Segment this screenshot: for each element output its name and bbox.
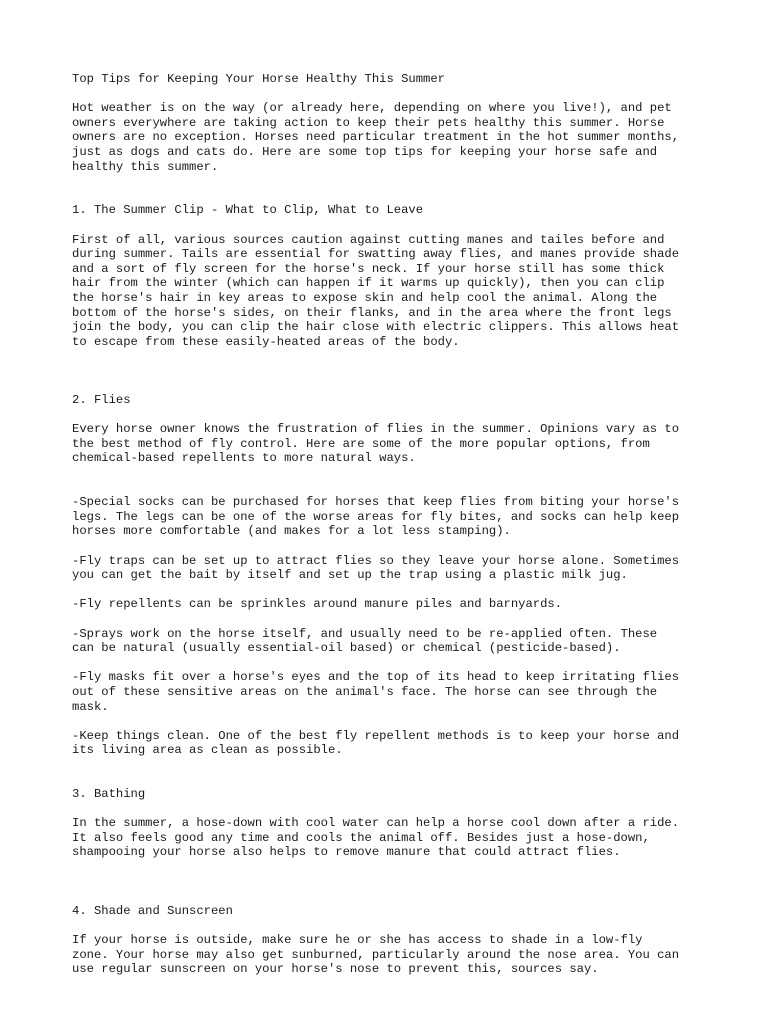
section-3-heading: 3. Bathing <box>72 787 146 802</box>
section-1-body: First of all, various sources caution against cutting manes and tailes before and during summer. Tails are essential for swatting away flies, and manes provide shade and a sort of fly screen for the horse's neck. If your horse still has some thick hair from the winter (which can happen if it warms up quickly), then you can clip the horse's hair in key areas to expose skin and help cool the animal. Along the bottom of the horse's sides, on their flanks, and in the area where the front legs join the body, you can clip the hair close with electric clippers. This allows heat to escape from these easily-heated areas of the body. <box>72 232 680 349</box>
section-4-heading: 4. Shade and Sunscreen <box>72 903 233 918</box>
section-3-body: In the summer, a hose-down with cool water can help a horse cool down after a ride. It also feels good any time and cools the animal off. Besides just a hose-down, shampooing your horse also helps to remove manure that could attract flies. <box>72 816 680 860</box>
document-page <box>72 72 712 1006</box>
section-1 <box>72 189 712 364</box>
section-3 <box>72 773 712 875</box>
section-4 <box>72 889 712 991</box>
section-2-body: Every horse owner knows the frustration of flies in the summer. Opinions vary as to the best method of fly control. Here are some of the more popular options, from chemical-based repellents to more natural ways. <box>72 422 680 466</box>
fly-tip-masks: -Fly masks fit over a horse's eyes and the top of its head to keep irritating flies out of these sensitive areas on the animal's face. The horse can see through the mask. <box>72 670 680 714</box>
intro-paragraph: Hot weather is on the way (or already here, depending on where you live!), and pet owners everywhere are taking action to keep their pets healthy this summer. Horse owners are no exception. Horses need particular treatment in the hot summer months, just as dogs and cats do. Here are some top tips for keeping your horse safe and healthy this summer. <box>72 101 680 174</box>
fly-tip-traps: -Fly traps can be set up to attract flies so they leave your horse alone. Sometimes you can get the bait by itself and set up the trap using a plastic milk jug. <box>72 553 680 583</box>
section-1-heading: 1. The Summer Clip - What to Clip, What to Leave <box>72 203 424 218</box>
section-2 <box>72 378 712 480</box>
document-title: Top Tips for Keeping Your Horse Healthy This Summer <box>72 72 445 86</box>
fly-tip-socks: -Special socks can be purchased for horses that keep flies from biting your horse's legs. The legs can be one of the worse areas for fly bites, and socks can help keep horses more comfortable (and makes for a lot less stamping). <box>72 495 680 539</box>
section-2-heading: 2. Flies <box>72 393 131 408</box>
fly-tip-repellents: -Fly repellents can be sprinkles around manure piles and barnyards. <box>72 597 563 612</box>
fly-tip-clean: -Keep things clean. One of the best fly repellent methods is to keep your horse and its living area as clean as possible. <box>72 728 680 758</box>
section-4-body: If your horse is outside, make sure he or she has access to shade in a low-fly zone. Your horse may also get sunburned, particularly around the nose area. You can use regular sunscreen on your horse's nose to prevent this, sources say. <box>72 933 680 977</box>
fly-tip-sprays: -Sprays work on the horse itself, and usually need to be re-applied often. These can be natural (usually essential-oil based) or chemical (pesticide-based). <box>72 626 658 656</box>
